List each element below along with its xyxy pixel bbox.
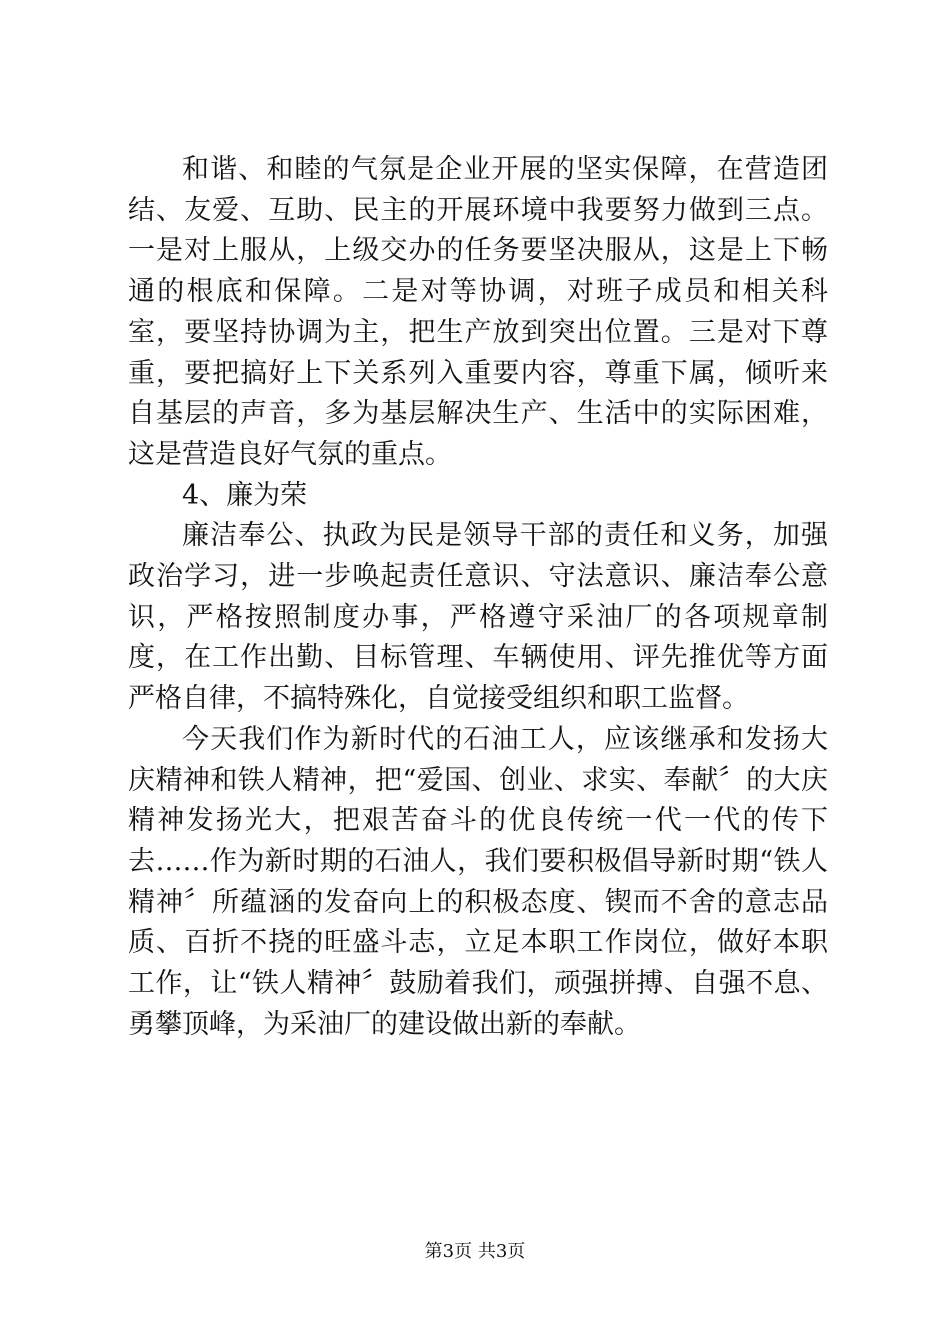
paragraph-integrity: 廉洁奉公、执政为民是领导干部的责任和义务，加强政治学习，进一步唤起责任意识、守法意识、廉洁奉公意识，严格按照制度办事，严格遵守采油厂的各项规章制度，在工作出勤、目标管理、车辆使用、评先推优等方面严格自律，不搞特殊化，自觉接受组织和职工监督。 [128,520,828,715]
document-body [128,150,828,1045]
paragraph-oil-workers: 今天我们作为新时代的石油工人，应该继承和发扬大庆精神和铁人精神，把“爱国、创业、求实、奉献〞的大庆精神发扬光大，把艰苦奋斗的优良传统一代一代的传下去……作为新时期的石油人，我们要积极倡导新时期“铁人精神〞所蕴涵的发奋向上的积极态度、锲而不舍的意志品质、百折不挠的旺盛斗志，立足本职工作岗位，做好本职工作，让“铁人精神〞鼓励着我们，顽强拼搏、自强不息、勇攀顶峰，为采油厂的建设做出新的奉献。 [128,723,828,1040]
section-heading-integrity: 4、廉为荣 [182,479,308,511]
page-footer: 第3页 共3页 [424,1241,526,1262]
paragraph-harmony: 和谐、和睦的气氛是企业开展的坚实保障，在营造团结、友爱、互助、民主的开展环境中我要努力做到三点。一是对上服从，上级交办的任务要坚决服从，这是上下畅通的根底和保障。二是对等协调，对班子成员和相关科室，要坚持协调为主，把生产放到突出位置。三是对下尊重，要把搞好上下关系列入重要内容，尊重下属，倾听来自基层的声音，多为基层解决生产、生活中的实际困难，这是营造良好气氛的重点。 [128,154,828,470]
